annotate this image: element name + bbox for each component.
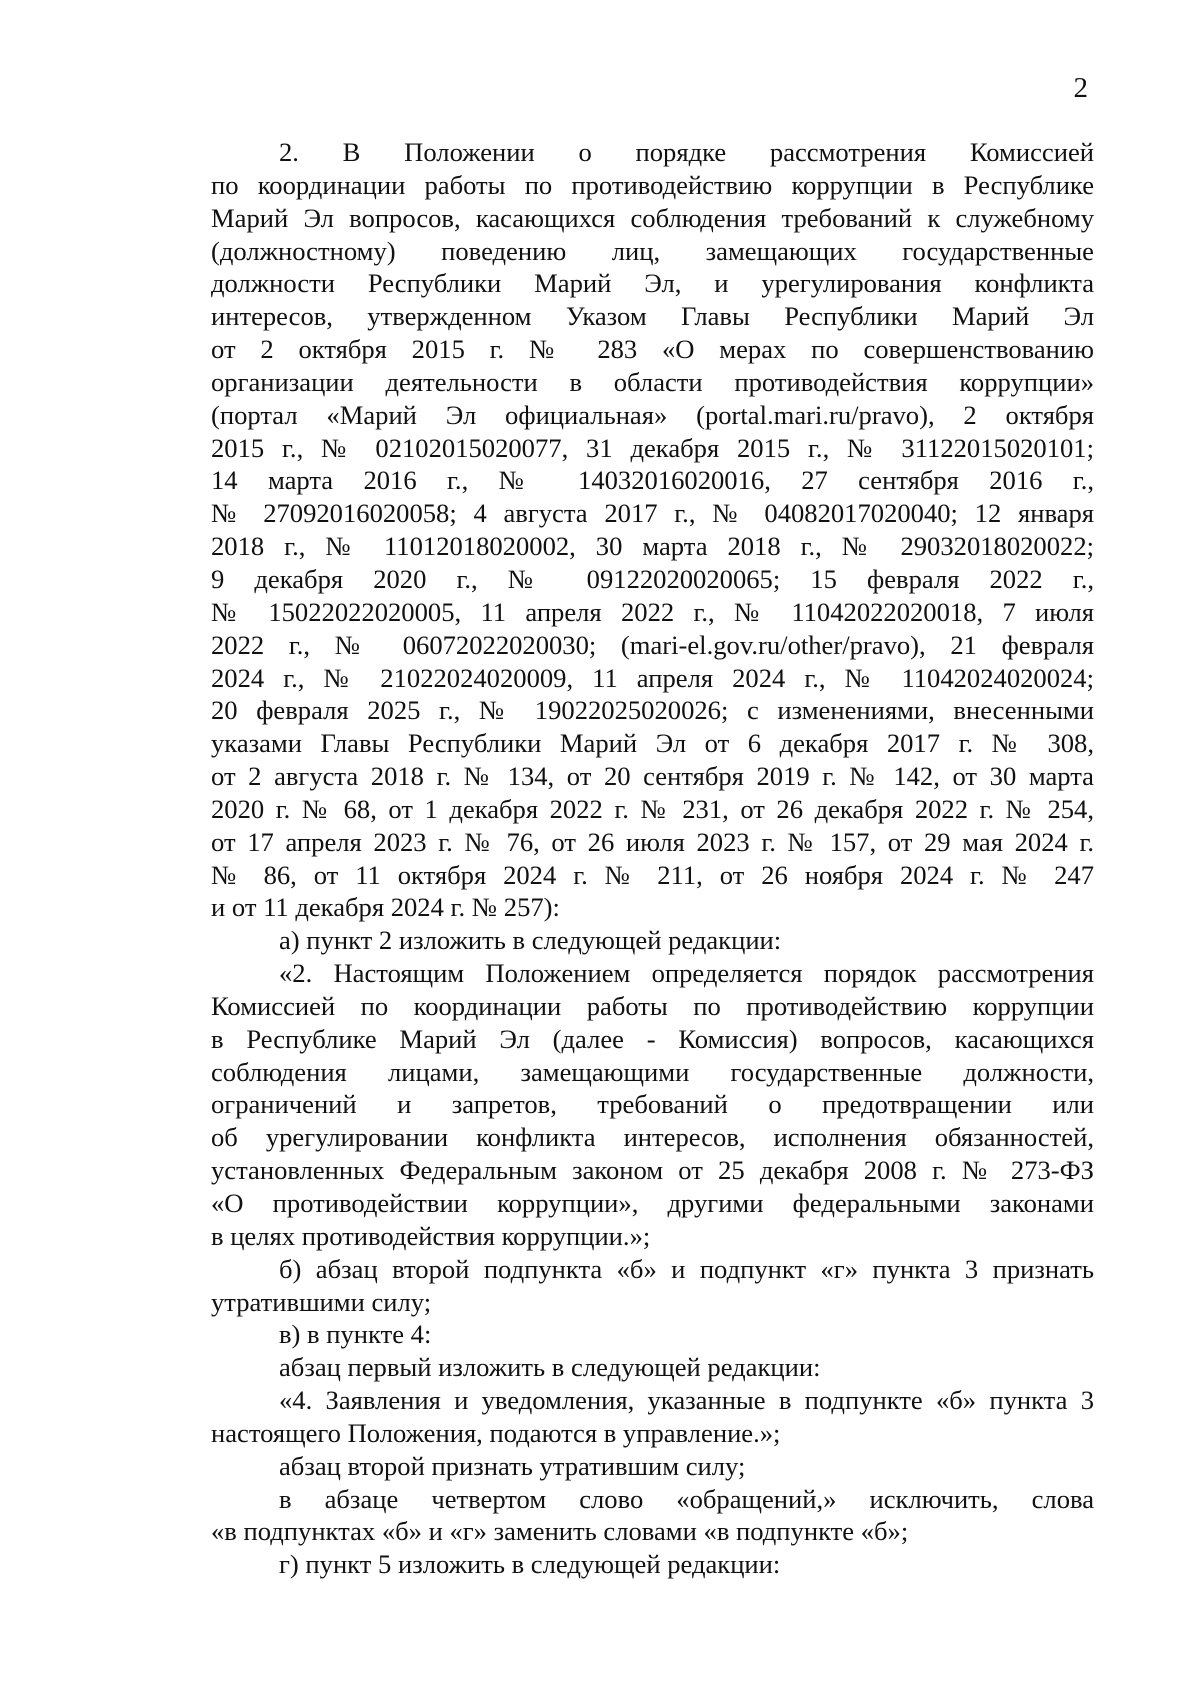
text-line: № 15022022020005, 11 апреля 2022 г., № 11042022020018, 7 июля <box>211 596 1094 627</box>
text-line: абзац первый изложить в следующей редакции: <box>279 1352 821 1383</box>
text-line: ограничений и запретов, требований о предотвращении или <box>211 1089 1094 1120</box>
text-line: от 17 апреля 2023 г. № 76, от 26 июля 2023 г. № 157, от 29 мая 2024 г. <box>211 826 1094 857</box>
text-line: 14 марта 2016 г., № 14032016020016, 27 сентября 2016 г., <box>211 465 1094 496</box>
text-line: (портал «Марий Эл официальная» (portal.mari.ru/pravo), 2 октября <box>211 399 1094 430</box>
text-line: «в подпунктах «б» и «г» заменить словами «в подпункте «б»; <box>211 1516 909 1547</box>
text-line: Марий Эл вопросов, касающихся соблюдения требований к служебному <box>211 202 1094 233</box>
text-line: б) абзац второй подпункта «б» и подпункт «г» пункта 3 признать <box>279 1253 1094 1284</box>
text-line: должности Республики Марий Эл, и урегулирования конфликта <box>211 268 1094 299</box>
text-line: 2022 г., № 06072022020030; (mari-el.gov.ru/other/pravo), 21 февраля <box>211 629 1094 660</box>
text-line: от 2 октября 2015 г. № 283 «О мерах по совершенствованию <box>211 334 1094 365</box>
document-body <box>211 136 1094 1581</box>
text-line: «4. Заявления и уведомления, указанные в подпункте «б» пункта 3 <box>279 1385 1094 1416</box>
text-line: абзац второй признать утратившим силу; <box>279 1450 746 1481</box>
text-line: утратившими силу; <box>211 1286 432 1317</box>
page-number: 2 <box>1073 72 1088 104</box>
text-line: 2018 г., № 11012018020002, 30 марта 2018 г., № 29032018020022; <box>211 531 1094 562</box>
text-line: установленных Федеральным законом от 25 декабря 2008 г. № 273-ФЗ <box>211 1155 1094 1186</box>
text-line: а) пункт 2 изложить в следующей редакции: <box>279 925 782 956</box>
text-line: № 27092016020058; 4 августа 2017 г., № 04082017020040; 12 января <box>211 498 1094 529</box>
text-line: в целях противодействия коррупции.»; <box>211 1220 651 1251</box>
text-line: 2015 г., № 02102015020077, 31 декабря 2015 г., № 31122015020101; <box>211 432 1094 463</box>
text-line: «2. Настоящим Положением определяется порядок рассмотрения <box>279 958 1094 989</box>
text-line: г) пункт 5 изложить в следующей редакции: <box>279 1549 781 1580</box>
text-line: и от 11 декабря 2024 г. № 257): <box>211 892 560 923</box>
text-line: 2020 г. № 68, от 1 декабря 2022 г. № 231, от 26 декабря 2022 г. № 254, <box>211 793 1094 824</box>
text-line: в абзаце четвертом слово «обращений,» исключить, слова <box>279 1483 1094 1514</box>
text-line: интересов, утвержденном Указом Главы Республики Марий Эл <box>211 301 1094 332</box>
text-line: 2. В Положении о порядке рассмотрения Комиссией <box>279 137 1094 167</box>
text-line: указами Главы Республики Марий Эл от 6 декабря 2017 г. № 308, <box>211 728 1094 759</box>
text-line: от 2 августа 2018 г. № 134, от 20 сентября 2019 г. № 142, от 30 марта <box>211 761 1094 792</box>
text-line: № 86, от 11 октября 2024 г. № 211, от 26 ноября 2024 г. № 247 <box>211 859 1094 890</box>
text-line: в) в пункте 4: <box>279 1319 432 1350</box>
text-line: (должностному) поведению лиц, замещающих государственные <box>211 235 1094 266</box>
text-line: в Республике Марий Эл (далее - Комиссия) вопросов, касающихся <box>211 1023 1094 1054</box>
text-line: настоящего Положения, подаются в управление.»; <box>211 1417 781 1448</box>
text-line: 20 февраля 2025 г., № 19022025020026; с изменениями, внесенными <box>211 695 1094 726</box>
text-line: по координации работы по противодействию коррупции в Республике <box>211 169 1094 200</box>
text-line: Комиссией по координации работы по противодействию коррупции <box>211 990 1094 1021</box>
text-line: организации деятельности в области противодействия коррупции» <box>211 366 1094 397</box>
text-line: «О противодействии коррупции», другими федеральными законами <box>211 1188 1094 1218</box>
text-line: 9 декабря 2020 г., № 09122020020065; 15 февраля 2022 г., <box>211 563 1094 594</box>
text-line: об урегулировании конфликта интересов, исполнения обязанностей, <box>211 1122 1094 1153</box>
text-line: соблюдения лицами, замещающими государственные должности, <box>211 1056 1094 1087</box>
text-line: 2024 г., № 21022024020009, 11 апреля 2024 г., № 11042024020024; <box>211 662 1094 693</box>
